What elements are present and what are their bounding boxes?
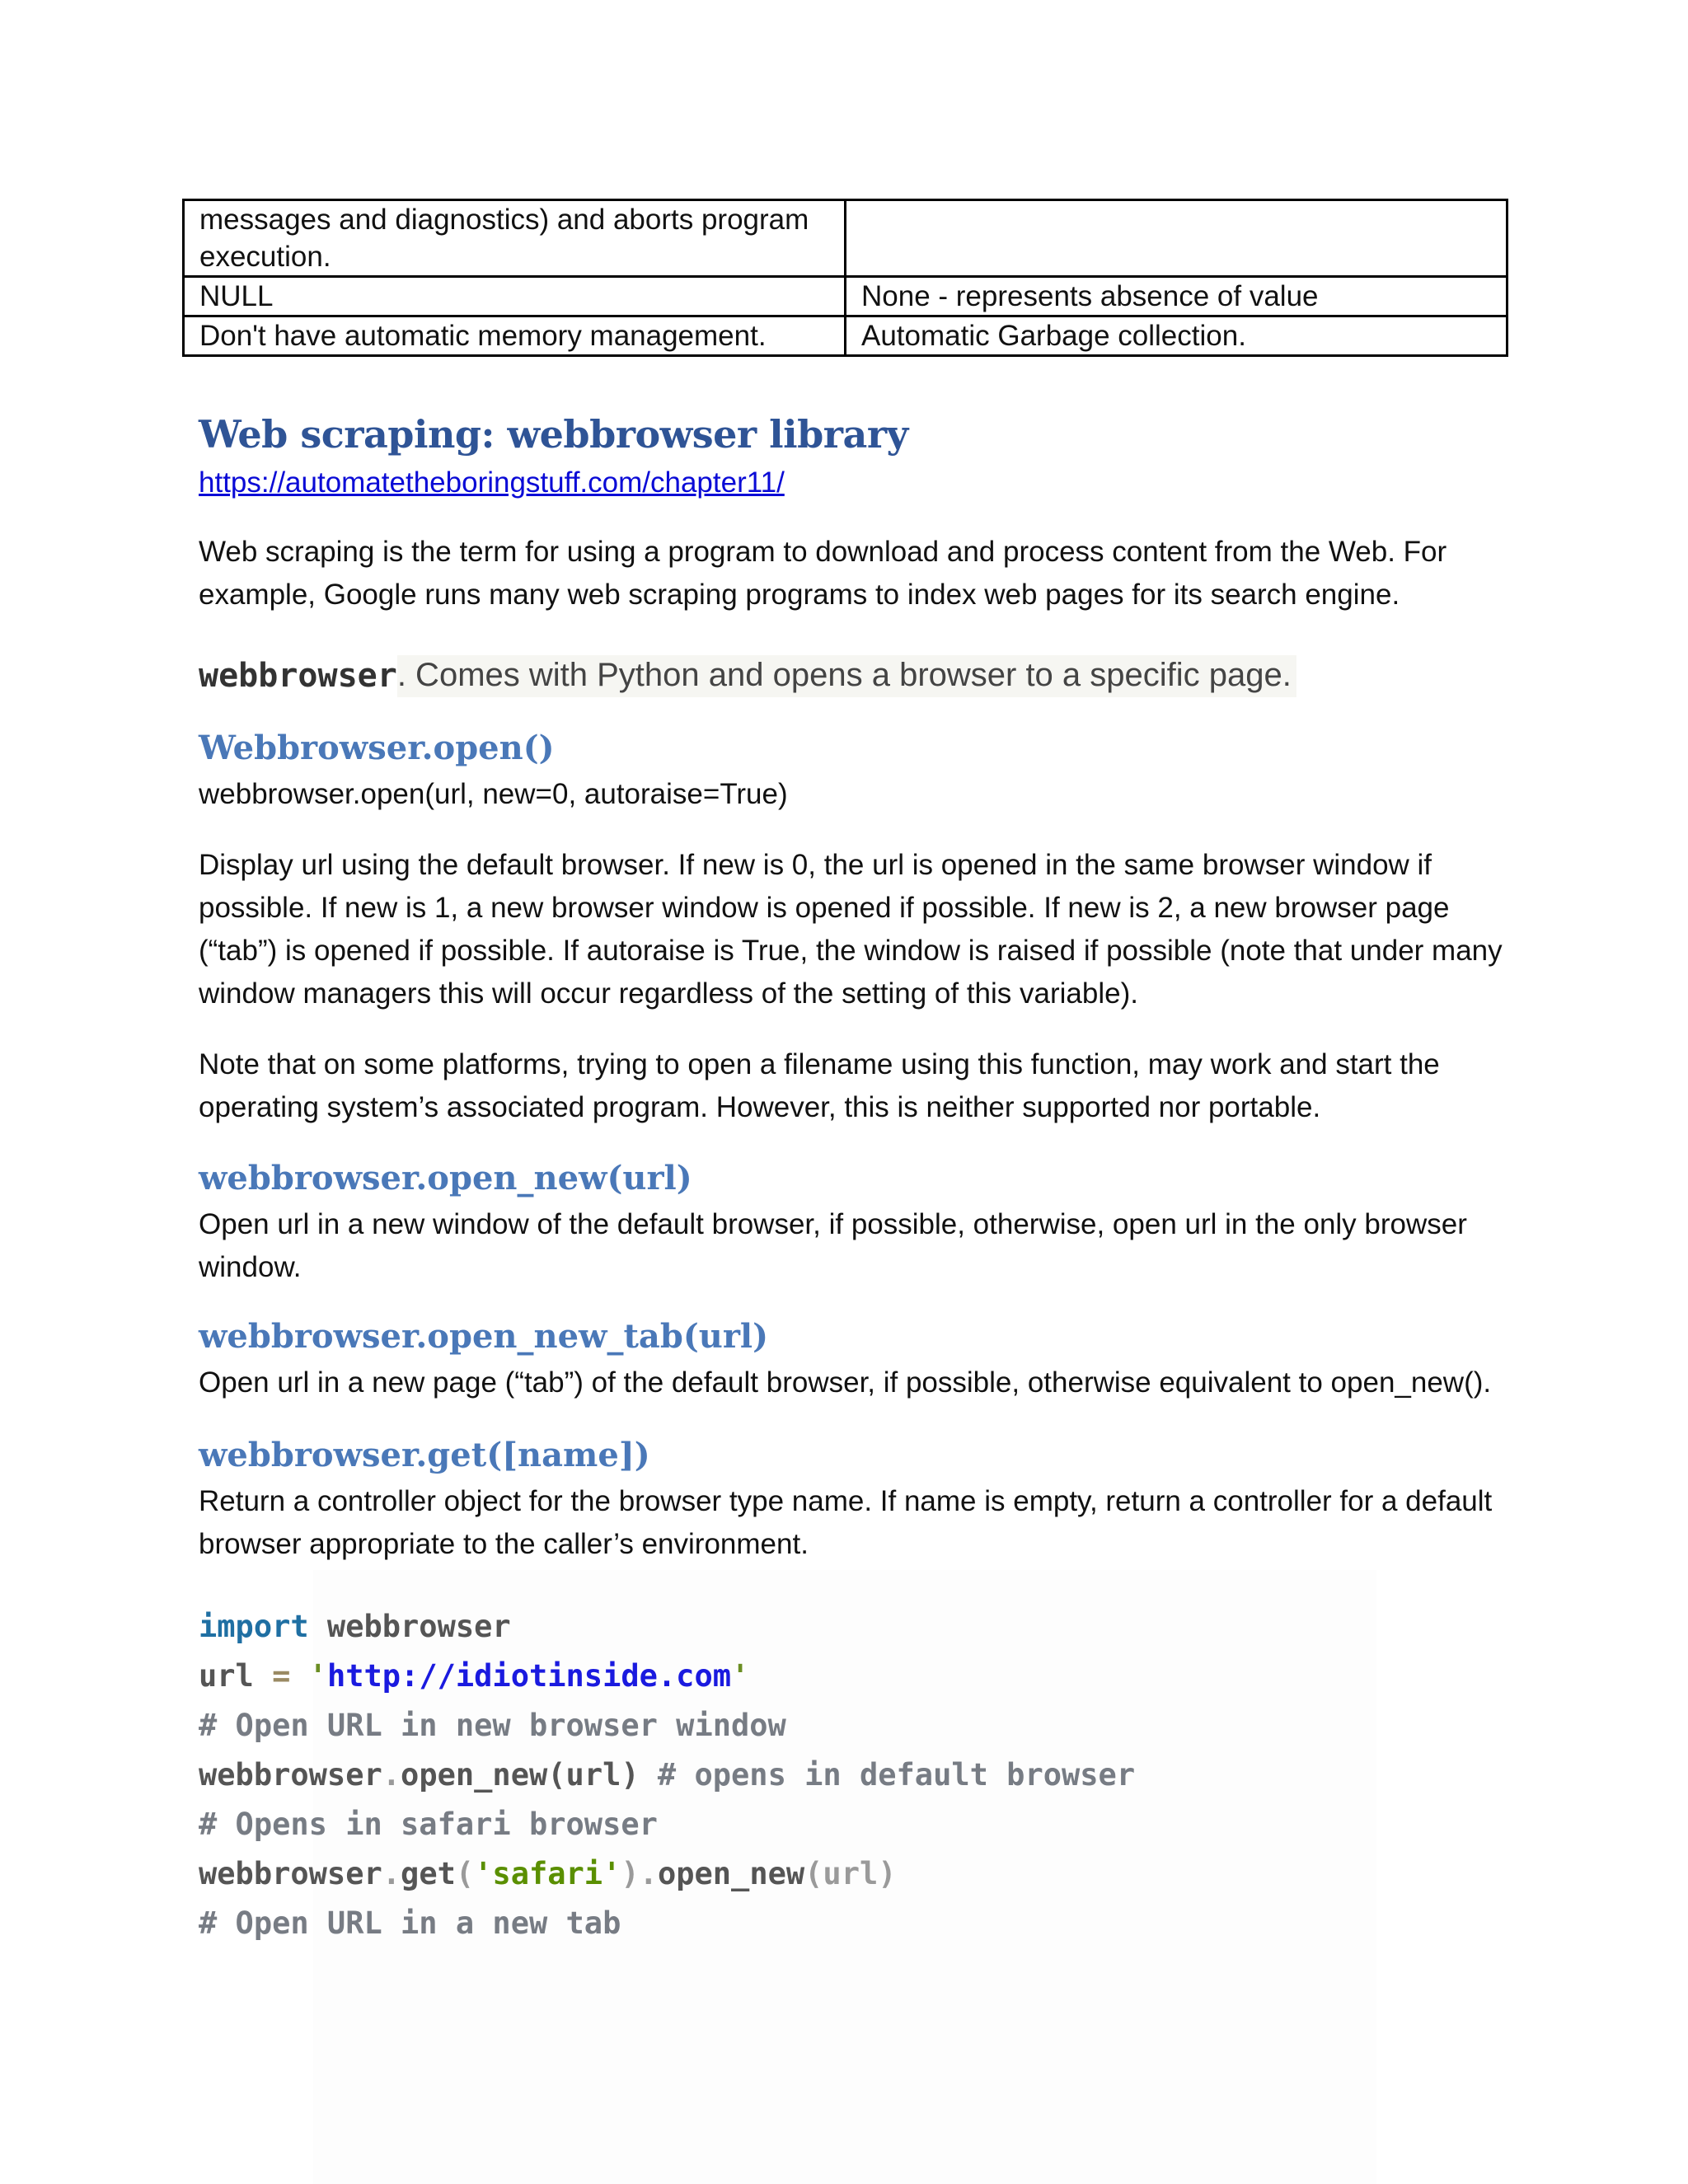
open-note: Note that on some platforms, trying to open a filename using this function, may work and start the operating system’s associated program. However, this is neither supported nor portable.: [199, 1048, 1440, 1123]
module-description: . Comes with Python and opens a browser to a specific page.: [397, 655, 1296, 697]
table-cell: Don't have automatic memory management.: [184, 316, 846, 356]
table-row: [184, 200, 1507, 277]
open-signature: webbrowser.open(url, new=0, autoraise=True): [199, 778, 788, 810]
table-row: [184, 277, 1507, 316]
module-name: webbrowser: [199, 657, 397, 695]
table-row: [184, 316, 1507, 356]
code-line: import webbrowser: [199, 1609, 511, 1644]
get-description: Return a controller object for the browser type name. If name is empty, return a controller for a default browser appropriate to the caller’s environment.: [199, 1485, 1493, 1560]
code-line: webbrowser.open_new(url) # opens in default browser: [199, 1757, 1136, 1793]
open-new-description: Open url in a new window of the default browser, if possible, otherwise, open url in the only browser window.: [199, 1208, 1467, 1283]
code-line: # Open URL in a new tab: [199, 1905, 621, 1941]
open-heading: Webbrowser.open(): [199, 729, 555, 767]
code-line: webbrowser.get('safari').open_new(url): [199, 1856, 897, 1891]
table-cell: [846, 200, 1507, 277]
section-title: Web scraping: webbrowser library: [199, 412, 908, 457]
open-new-tab-heading: webbrowser.open_new_tab(url): [199, 1317, 769, 1356]
code-line: # Opens in safari browser: [199, 1807, 658, 1842]
code-line: url = 'http://idiotinside.com': [199, 1658, 750, 1694]
code-line: # Open URL in new browser window: [199, 1708, 786, 1743]
table-cell: Automatic Garbage collection.: [846, 316, 1507, 356]
open-new-tab-description: Open url in a new page (“tab”) of the default browser, if possible, otherwise equivalent to open_new().: [199, 1366, 1492, 1399]
table-cell: NULL: [184, 277, 846, 316]
open-new-heading: webbrowser.open_new(url): [199, 1159, 692, 1197]
get-heading: webbrowser.get([name]): [199, 1436, 650, 1474]
chapter-link[interactable]: https://automatetheboringstuff.com/chapter11/: [199, 466, 785, 499]
module-summary: [199, 653, 1296, 699]
open-description: Display url using the default browser. If new is 0, the url is opened in the same browser window if possible. If new is 1, a new browser window is opened if possible. If new is 2, a new browser page (“tab”) is opened if possible. If autoraise is True, the window is raised if possible (note that under many window managers this will occur regardless of the setting of this variable).: [199, 849, 1503, 1010]
code-block: [199, 1602, 1135, 1948]
table-cell: messages and diagnostics) and aborts program execution.: [184, 200, 846, 277]
intro-paragraph: Web scraping is the term for using a program to download and process content from the Web. For example, Google runs many web scraping programs to index web pages for its search engine.: [199, 536, 1447, 611]
table-cell: None - represents absence of value: [846, 277, 1507, 316]
comparison-table: [182, 199, 1508, 357]
